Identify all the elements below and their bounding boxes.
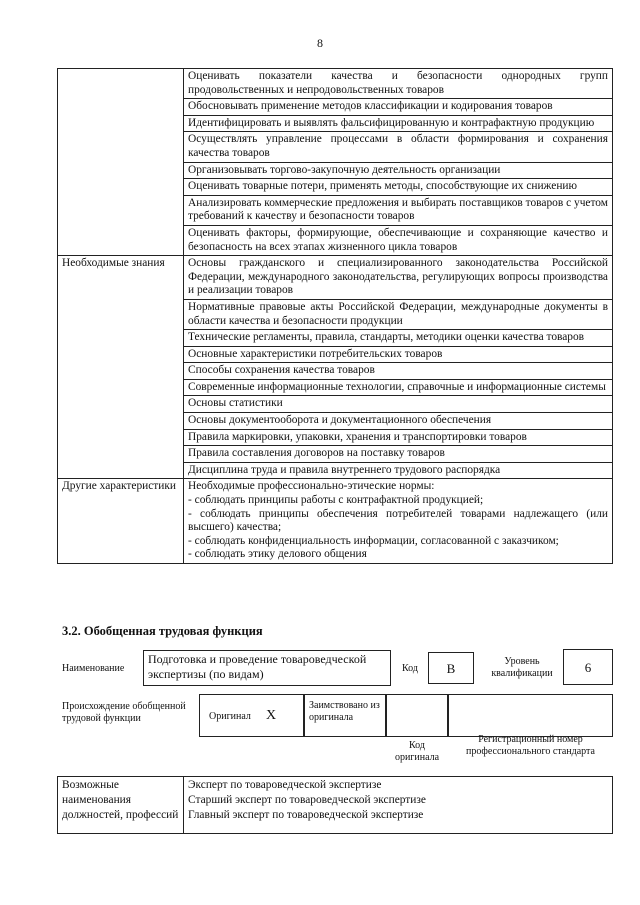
table-row (58, 479, 613, 564)
skill-item: Обосновывать применение методов классификации и кодирования товаров (184, 99, 613, 116)
knowledge-item: Способы сохранения качества товаров (184, 363, 613, 380)
knowledge-item: Современные информационные технологии, справочные и информационные системы (184, 379, 613, 396)
skill-item: Оценивать показатели качества и безопасности однородных групп продовольственных и непродовольственных товаров (184, 69, 613, 99)
skills-label-cell (58, 69, 184, 256)
knowledge-item: Дисциплина труда и правила внутреннего трудового распорядка (184, 462, 613, 479)
other-line: - соблюдать конфиденциальность информации, согласованной с заказчиком; (188, 534, 559, 547)
skill-item: Оценивать товарные потери, применять методы, способствующие их снижению (184, 179, 613, 196)
positions-label: Возможные наименования должностей, профессий (58, 777, 184, 834)
table-row (58, 69, 613, 99)
other-label: Другие характеристики (58, 479, 184, 564)
knowledge-item: Основы статистики (184, 396, 613, 413)
other-line: - соблюдать принципы обеспечения потребителей товарами надлежащего (или высшего) качества; (188, 507, 608, 534)
gtf-code-label: Код (402, 663, 418, 674)
knowledge-item: Нормативные правовые акты Российской Федерации, международные документы в области качества и безопасности продукции (184, 299, 613, 329)
knowledge-label: Необходимые знания (58, 256, 184, 479)
section-title: 3.2. Обобщенная трудовая функция (62, 624, 263, 638)
gtf-code-value: B (428, 652, 474, 684)
position-item: Эксперт по товароведческой экспертизе (188, 779, 382, 791)
table-row (58, 777, 613, 834)
skill-item: Оценивать факторы, формирующие, обеспечивающие и сохраняющие качество и безопасность на всех этапах жизненного цикла товаров (184, 225, 613, 255)
positions-list (184, 777, 613, 834)
other-line: Необходимые профессионально-этические нормы: (188, 480, 435, 493)
origin-reg-number-cell (448, 694, 613, 737)
knowledge-item: Правила составления договоров на поставку товаров (184, 446, 613, 463)
skill-item: Организовывать торгово-закупочную деятельность организации (184, 162, 613, 179)
competency-table (57, 68, 613, 564)
origin-label: Происхождение обобщенной трудовой функции (62, 701, 186, 724)
skill-item: Идентифицировать и выявлять фальсифицированную и контрафактную продукцию (184, 115, 613, 132)
origin-code-cell (386, 694, 448, 737)
origin-code-caption: Код оригинала (394, 740, 440, 763)
knowledge-item: Основы документооборота и документационного обеспечения (184, 413, 613, 430)
knowledge-item: Основы гражданского и специализированного законодательства Российской Федерации, международного законодательства, регулирующих вопросы производства и реализации товаров (184, 256, 613, 300)
other-line: - соблюдать принципы работы с контрафактной продукцией; (188, 494, 484, 507)
origin-original-mark: X (266, 708, 277, 723)
position-item: Главный эксперт по товароведческой экспертизе (188, 809, 424, 821)
gtf-level-label: Уровень квалификации (491, 656, 553, 679)
gtf-name-label: Наименование (62, 663, 125, 674)
other-line: - соблюдать этику делового общения (188, 548, 367, 561)
origin-original-label: Оригинал (209, 711, 251, 722)
page-number: 8 (317, 36, 323, 50)
origin-reg-caption: Регистрационный номер профессионального стандарта (466, 734, 595, 757)
skill-item: Анализировать коммерческие предложения и выбирать поставщиков товаров с учетом требований к качеству и безопасности товаров (184, 195, 613, 225)
knowledge-item: Правила маркировки, упаковки, хранения и транспортировки товаров (184, 429, 613, 446)
origin-original-cell (199, 694, 304, 737)
positions-table (57, 776, 613, 834)
knowledge-item: Технические регламенты, правила, стандарты, методики оценки качества товаров (184, 330, 613, 347)
position-item: Старший эксперт по товароведческой экспертизе (188, 794, 426, 806)
origin-borrowed-label: Заимствовано из оригинала (304, 694, 386, 737)
knowledge-item: Основные характеристики потребительских товаров (184, 346, 613, 363)
gtf-name-value: Подготовка и проведение товароведческой экспертизы (по видам) (143, 650, 391, 686)
skill-item: Осуществлять управление процессами в области формирования и сохранения качества товаров (184, 132, 613, 162)
other-characteristics (184, 479, 613, 564)
gtf-level-value: 6 (563, 649, 613, 685)
table-row (58, 256, 613, 300)
